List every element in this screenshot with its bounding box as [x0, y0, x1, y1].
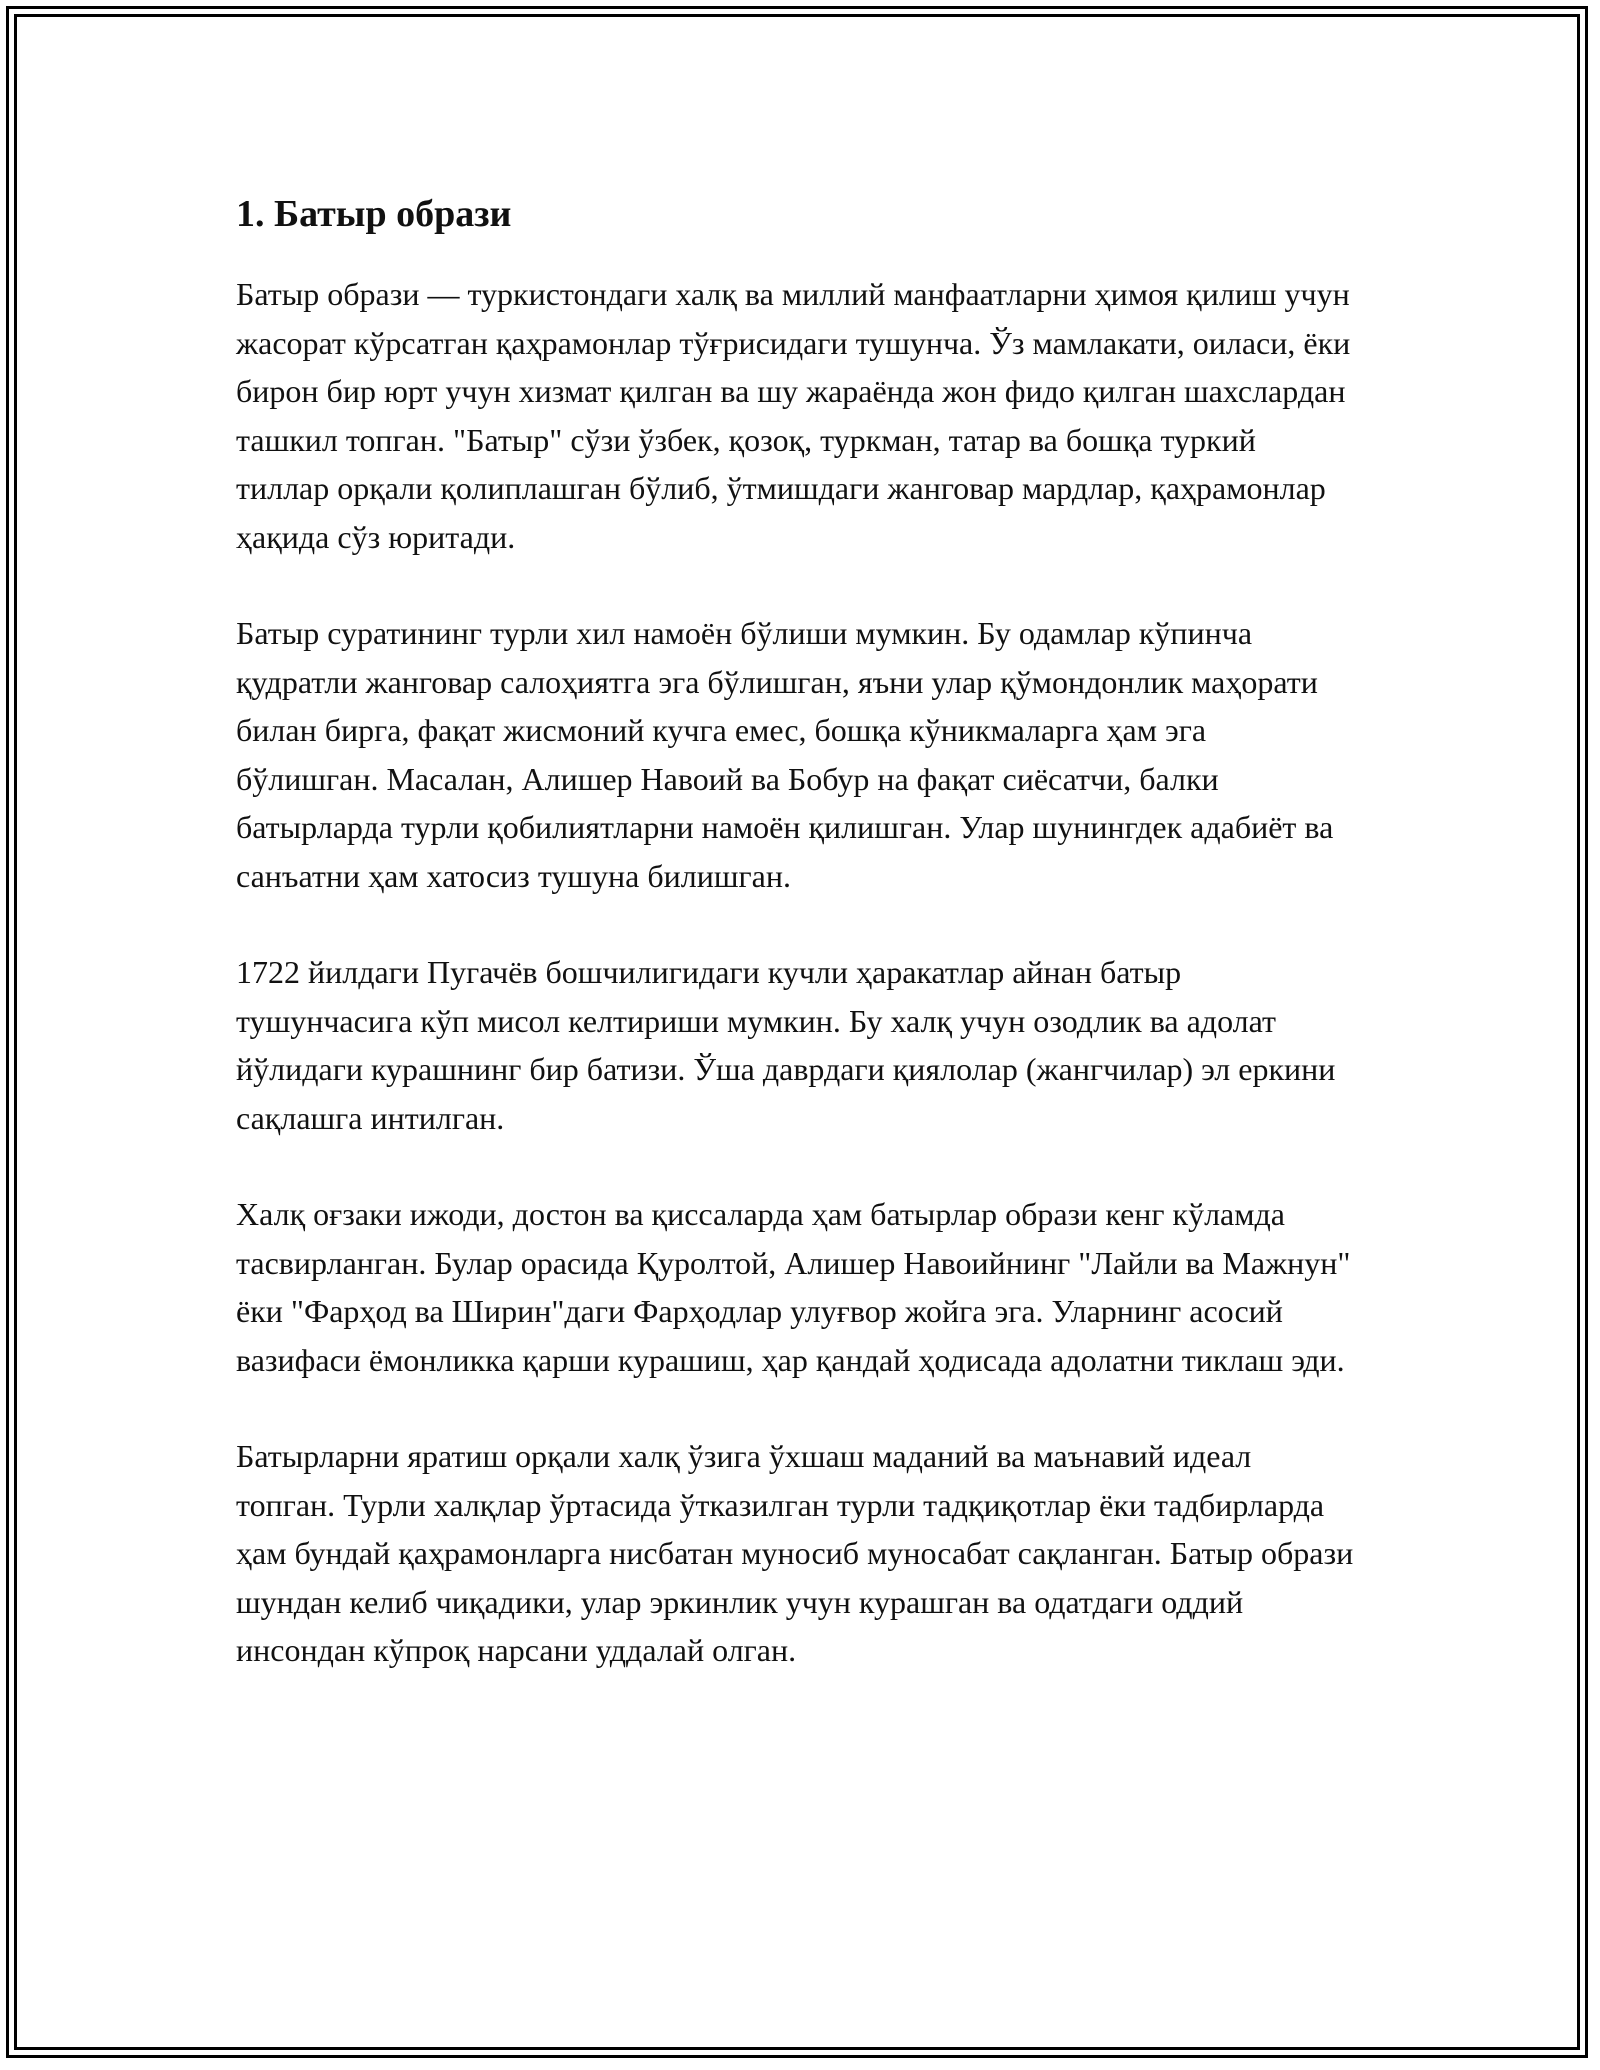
section-heading: 1. Батыр образи	[236, 193, 512, 235]
paragraph-4: Халқ оғзаки ижоди, достон ва қиссаларда ҳам батырлар образи кенг кўламда тасвирланган. Булар орасида Қуролтой, Алишер Навоийнинг "Лайли ва Мажнун" ёки "Фарҳод ва Ширин"даги Фарҳодлар улуғвор жойга эга. Уларнинг асосий вазифаси ёмонликка қарши курашиш, ҳар қандай ҳодисада адолатни тиклаш эди.	[236, 1196, 1351, 1378]
paragraph-5: Батырларни яратиш орқали халқ ўзига ўхшаш маданий ва маънавий идеал топган. Турли халқлар ўртасида ўтказилган турли тадқиқотлар ёки тадбирларда ҳам бундай қаҳрамонларга нисбатан муносиб муносабат сақланган. Батыр образи шундан келиб чиқадики, улар эркинлик учун курашган ва одатдаги оддий инсондан кўпроқ нарсани уддалай олган.	[236, 1438, 1354, 1668]
paragraph-1: Батыр образи — туркистондаги халқ ва миллий манфаатларни ҳимоя қилиш учун жасорат кўрсатган қаҳрамонлар тўғрисидаги тушунча. Ўз мамлакати, оиласи, ёки бирон бир юрт учун хизмат қилган ва шу жараёнда жон фидо қилган шахслардан ташкил топган. "Батыр" сўзи ўзбек, қозоқ, туркман, татар ва бошқа туркий тиллар орқали қолиплашган бўлиб, ўтмишдаги жанговар мардлар, қаҳрамонлар ҳақида сўз юритади.	[236, 276, 1351, 555]
paragraph-2: Батыр суратининг турли хил намоён бўлиши мумкин. Бу одамлар кўпинча қудратли жанговар салоҳиятга эга бўлишган, яъни улар қўмондонлик маҳорати билан бирга, фақат жисмоний кучга емес, бошқа кўникмаларга ҳам эга бўлишган. Масалан, Алишер Навоий ва Бобур на фақат сиёсатчи, балки батырларда турли қобилиятларни намоён қилишган. Улар шунингдек адабиёт ва санъатни ҳам хатосиз тушуна билишган.	[236, 615, 1334, 894]
paragraph-3: 1722 йилдаги Пугачёв бошчилигидаги кучли ҳаракатлар айнан батыр тушунчасига кўп мисол келтириши мумкин. Бу халқ учун озодлик ва адолат йўлидаги курашнинг бир батизи. Ўша даврдаги қиялолар (жангчилар) эл еркини сақлашга интилган.	[236, 954, 1336, 1136]
document-body	[236, 186, 1356, 1723]
